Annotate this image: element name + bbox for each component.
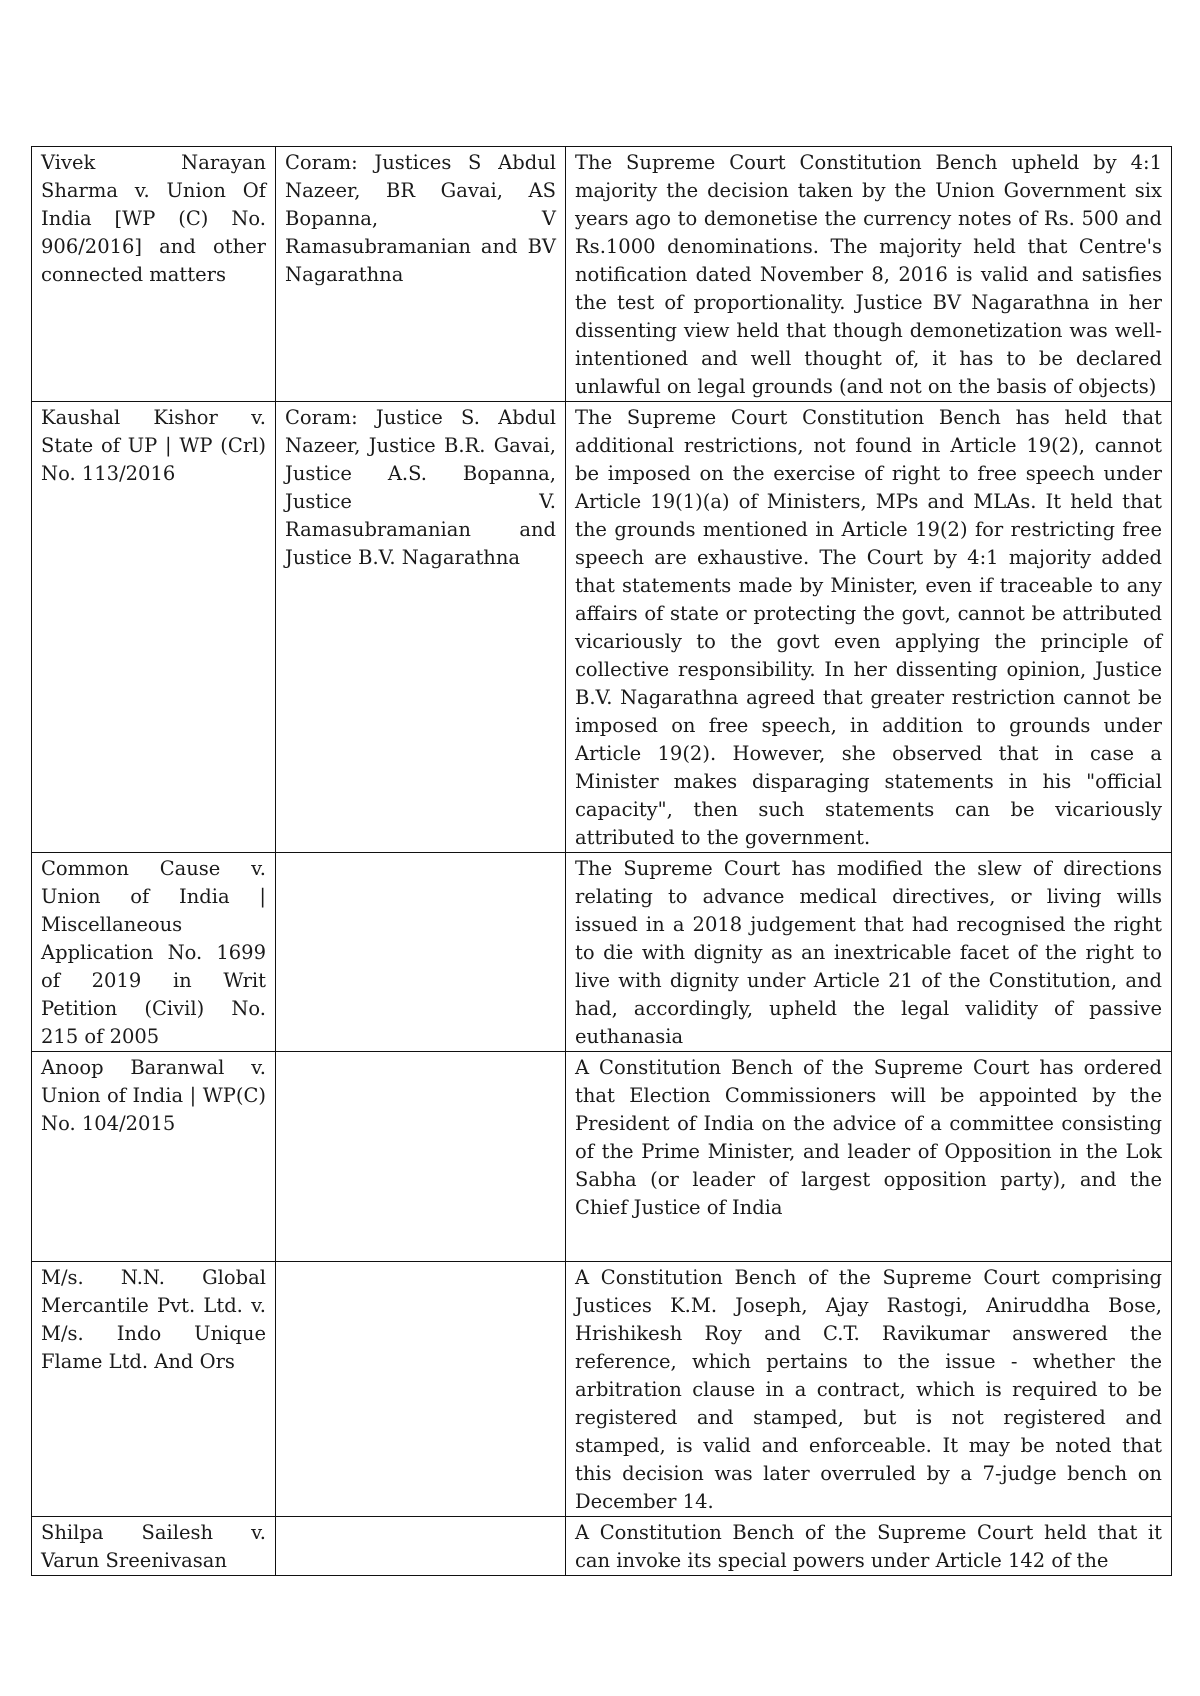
case-name-cell (32, 402, 276, 853)
coram-cell (276, 1052, 566, 1262)
table-row (32, 853, 1172, 1052)
case-name-cell (32, 1052, 276, 1262)
case-name: M/s. N.N. Global Mercantile Pvt. Ltd. v. M/s. Indo Unique Flame Ltd. And Ors (41, 1266, 266, 1373)
case-name: Kaushal Kishor v. State of UP | WP (Crl) No. 113/2016 (41, 406, 266, 485)
summary-text: A Constitution Bench of the Supreme Court has ordered that Election Commissioners will be appointed by the President of India on the advice of a committee consisting of the Prime Minister, and leader of Opposition in the Lok Sabha (or leader of largest opposition party), and the Chief Justice of India (575, 1056, 1162, 1219)
case-table (31, 146, 1172, 1576)
summary-text: The Supreme Court Constitution Bench upheld by 4:1 majority the decision taken by the Union Government six years ago to demonetise the currency notes of Rs. 500 and Rs.1000 denominations. The majority held that Centre's notification dated November 8, 2016 is valid and satisfies the test of proportionality. Justice BV Nagarathna in her dissenting view held that though demonetization was well-intentioned and well thought of, it has to be declared unlawful on legal grounds (and not on the basis of objects) (575, 151, 1162, 398)
case-name: Shilpa Sailesh v. Varun Sreenivasan (41, 1521, 266, 1572)
summary-cell (566, 1262, 1172, 1517)
coram-cell (276, 402, 566, 853)
summary-cell (566, 1517, 1172, 1576)
summary-cell (566, 1052, 1172, 1262)
coram-cell (276, 1262, 566, 1517)
case-name-cell (32, 1517, 276, 1576)
summary-text: The Supreme Court has modified the slew of directions relating to advance medical directives, or living wills issued in a 2018 judgement that had recognised the right to die with dignity as an inextricable facet of the right to live with dignity under Article 21 of the Constitution, and had, accordingly, upheld the legal validity of passive euthanasia (575, 857, 1162, 1048)
coram-cell (276, 853, 566, 1052)
coram-cell (276, 147, 566, 402)
summary-text: The Supreme Court Constitution Bench has held that additional restrictions, not found in Article 19(2), cannot be imposed on the exercise of right to free speech under Article 19(1)(a) of Ministers, MPs and MLAs. It held that the grounds mentioned in Article 19(2) for restricting free speech are exhaustive. The Court by 4:1 majority added that statements made by Minister, even if traceable to any affairs of state or protecting the govt, cannot be attributed vicariously to the govt even applying the principle of collective responsibility. In her dissenting opinion, Justice B.V. Nagarathna agreed that greater restriction cannot be imposed on free speech, in addition to grounds under Article 19(2). However, she observed that in case a Minister makes disparaging statements in his "official capacity", then such statements can be vicariously attributed to the government. (575, 406, 1162, 849)
coram-text: Coram: Justice S. Abdul Nazeer, Justice B.R. Gavai, Justice A.S. Bopanna, Justice V. Ramasubramanian and Justice B.V. Nagarathna (285, 406, 556, 569)
coram-text: Coram: Justices S Abdul Nazeer, BR Gavai, AS Bopanna, V Ramasubramanian and BV Nagarathna (285, 151, 556, 286)
case-name: Common Cause v. Union of India | Miscellaneous Application No. 1699 of 2019 in Writ Petition (Civil) No. 215 of 2005 (41, 857, 266, 1048)
table-row (32, 1262, 1172, 1517)
table-row (32, 1052, 1172, 1262)
summary-text: A Constitution Bench of the Supreme Court held that it can invoke its special powers under Article 142 of the (575, 1521, 1162, 1572)
summary-text: A Constitution Bench of the Supreme Court comprising Justices K.M. Joseph, Ajay Rastogi, Aniruddha Bose, Hrishikesh Roy and C.T. Ravikumar answered the reference, which pertains to the issue - whether the arbitration clause in a contract, which is required to be registered and stamped, but is not registered and stamped, is valid and enforceable. It may be noted that this decision was later overruled by a 7-judge bench on December 14. (575, 1266, 1162, 1513)
table-row (32, 147, 1172, 402)
case-name: Anoop Baranwal v. Union of India | WP(C) No. 104/2015 (41, 1056, 266, 1135)
table-row (32, 1517, 1172, 1576)
case-name-cell (32, 147, 276, 402)
summary-cell (566, 402, 1172, 853)
coram-cell (276, 1517, 566, 1576)
table-row (32, 402, 1172, 853)
case-name-cell (32, 853, 276, 1052)
summary-cell (566, 853, 1172, 1052)
summary-cell (566, 147, 1172, 402)
case-name-cell (32, 1262, 276, 1517)
case-name: Vivek Narayan Sharma v. Union Of India [WP (C) No. 906/2016] and other connected matters (41, 151, 266, 286)
